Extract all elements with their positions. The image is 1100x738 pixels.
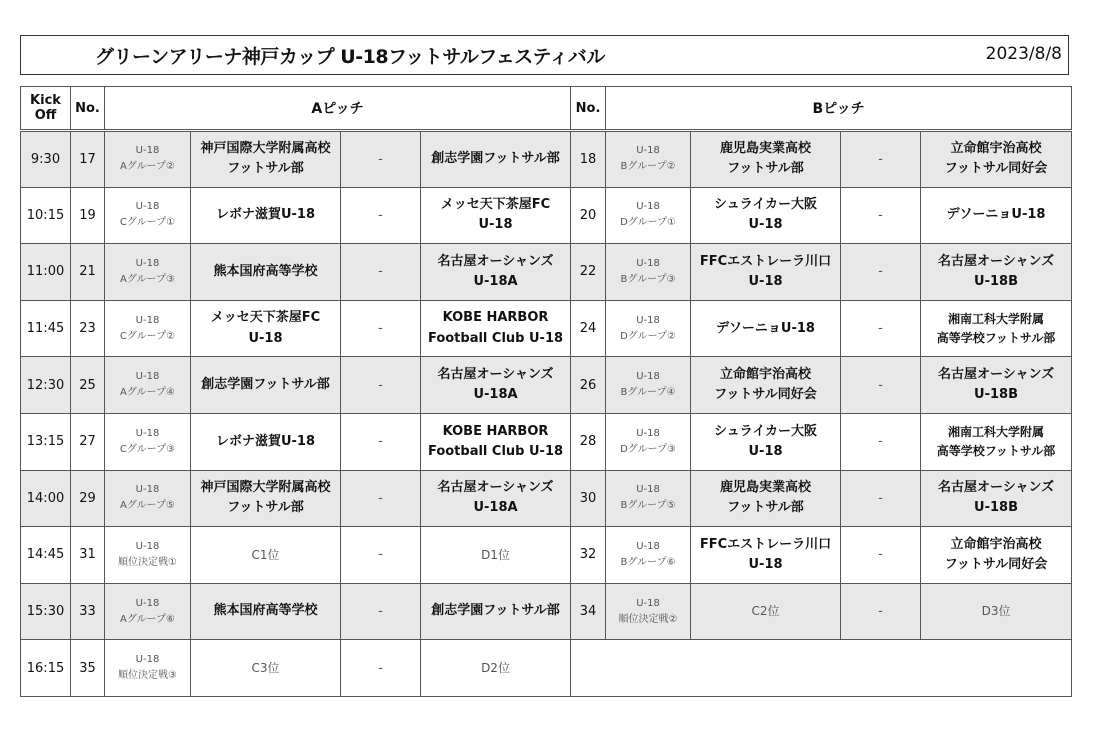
home-team-b: 立命館宇治高校 フットサル同好会: [691, 357, 841, 414]
home-team-a-placeholder: C3位: [191, 640, 341, 697]
home-team-a: 創志学園フットサル部: [191, 357, 341, 414]
home-team-a-placeholder: C1位: [191, 527, 341, 584]
away-team-b: 名古屋オーシャンズ U-18B: [921, 244, 1072, 301]
match-group-b: U-18 Dグループ①: [606, 187, 691, 244]
match-group-b: U-18 順位決定戦②: [606, 583, 691, 640]
vs-mark-a: -: [341, 640, 421, 697]
vs-mark-b: -: [841, 527, 921, 584]
vs-mark-a: -: [341, 244, 421, 301]
away-team-b: 湘南工科大学附属 高等学校フットサル部: [921, 413, 1072, 470]
kickoff-time: 14:45: [21, 527, 71, 584]
match-group-a: U-18 順位決定戦①: [105, 527, 191, 584]
kickoff-time: 11:45: [21, 300, 71, 357]
table-row: [21, 187, 1072, 244]
vs-mark-b: -: [841, 413, 921, 470]
vs-mark-b: -: [841, 357, 921, 414]
match-group-b: U-18 Bグループ②: [606, 131, 691, 188]
match-group-b: U-18 Bグループ④: [606, 357, 691, 414]
kickoff-time: 15:30: [21, 583, 71, 640]
match-number-a: 29: [71, 470, 105, 527]
table-row: [21, 244, 1072, 301]
kickoff-time: 9:30: [21, 131, 71, 188]
header-row: [21, 87, 1072, 131]
vs-mark-b: -: [841, 187, 921, 244]
home-team-a: 神戸国際大学附属高校 フットサル部: [191, 131, 341, 188]
away-team-a: KOBE HARBOR Football Club U-18: [421, 413, 571, 470]
home-team-b: シュライカー大阪 U-18: [691, 187, 841, 244]
away-team-a: KOBE HARBOR Football Club U-18: [421, 300, 571, 357]
match-group-a: U-18 Aグループ④: [105, 357, 191, 414]
match-number-b: 30: [571, 470, 606, 527]
match-number-a: 23: [71, 300, 105, 357]
page-title: グリーンアリーナ神戸カップ U-18フットサルフェスティバル: [95, 46, 605, 68]
vs-mark-a: -: [341, 300, 421, 357]
away-team-a: 創志学園フットサル部: [421, 131, 571, 188]
vs-mark-b: -: [841, 470, 921, 527]
match-group-a: U-18 Cグループ②: [105, 300, 191, 357]
home-team-a: 熊本国府高等学校: [191, 583, 341, 640]
schedule-table: [20, 86, 1072, 697]
home-team-a: 神戸国際大学附属高校 フットサル部: [191, 470, 341, 527]
match-group-b: U-18 Dグループ②: [606, 300, 691, 357]
match-number-a: 33: [71, 583, 105, 640]
kickoff-time: 12:30: [21, 357, 71, 414]
table-row: [21, 357, 1072, 414]
title-box: [20, 35, 1069, 75]
vs-mark-a: -: [341, 470, 421, 527]
match-group-a: U-18 Cグループ①: [105, 187, 191, 244]
empty-pitch-b: [571, 640, 1072, 697]
table-row: [21, 413, 1072, 470]
match-group-b: U-18 Bグループ⑤: [606, 470, 691, 527]
home-team-b: 鹿児島実業高校 フットサル部: [691, 470, 841, 527]
home-team-a: レボナ滋賀U-18: [191, 187, 341, 244]
home-team-b: FFCエストレーラ川口 U-18: [691, 244, 841, 301]
away-team-b: 立命館宇治高校 フットサル同好会: [921, 131, 1072, 188]
home-team-b: デソーニョU-18: [691, 300, 841, 357]
match-group-a: U-18 Aグループ②: [105, 131, 191, 188]
away-team-b: 名古屋オーシャンズ U-18B: [921, 470, 1072, 527]
home-team-a: メッセ天下茶屋FC U-18: [191, 300, 341, 357]
match-group-a: U-18 Aグループ⑥: [105, 583, 191, 640]
match-number-b: 26: [571, 357, 606, 414]
away-team-b-placeholder: D3位: [921, 583, 1072, 640]
match-number-b: 22: [571, 244, 606, 301]
match-number-a: 19: [71, 187, 105, 244]
kickoff-time: 13:15: [21, 413, 71, 470]
match-number-a: 25: [71, 357, 105, 414]
match-number-b: 32: [571, 527, 606, 584]
away-team-b: デソーニョU-18: [921, 187, 1072, 244]
away-team-a: メッセ天下茶屋FC U-18: [421, 187, 571, 244]
b-no-header: No.: [571, 87, 606, 131]
vs-mark-a: -: [341, 131, 421, 188]
schedule-body: [21, 131, 1072, 697]
away-team-b: 湘南工科大学附属 高等学校フットサル部: [921, 300, 1072, 357]
event-date: 2023/8/8: [985, 44, 1062, 64]
away-team-a: 創志学園フットサル部: [421, 583, 571, 640]
match-group-b: U-18 Dグループ③: [606, 413, 691, 470]
match-group-b: U-18 Bグループ③: [606, 244, 691, 301]
vs-mark-b: -: [841, 300, 921, 357]
a-no-header: No.: [71, 87, 105, 131]
home-team-b: 鹿児島実業高校 フットサル部: [691, 131, 841, 188]
vs-mark-b: -: [841, 244, 921, 301]
vs-mark-a: -: [341, 187, 421, 244]
vs-mark-a: -: [341, 583, 421, 640]
away-team-b: 立命館宇治高校 フットサル同好会: [921, 527, 1072, 584]
away-team-b: 名古屋オーシャンズ U-18B: [921, 357, 1072, 414]
away-team-a: 名古屋オーシャンズ U-18A: [421, 244, 571, 301]
home-team-b: FFCエストレーラ川口 U-18: [691, 527, 841, 584]
match-number-a: 31: [71, 527, 105, 584]
match-number-b: 28: [571, 413, 606, 470]
away-team-a: 名古屋オーシャンズ U-18A: [421, 470, 571, 527]
home-team-b: シュライカー大阪 U-18: [691, 413, 841, 470]
match-number-a: 35: [71, 640, 105, 697]
pitch-b-header: Bピッチ: [606, 87, 1072, 131]
table-row: [21, 583, 1072, 640]
match-number-b: 24: [571, 300, 606, 357]
home-team-b-placeholder: C2位: [691, 583, 841, 640]
table-row: [21, 470, 1072, 527]
away-team-a: 名古屋オーシャンズ U-18A: [421, 357, 571, 414]
kickoff-header: Kick Off: [21, 87, 71, 131]
away-team-a-placeholder: D1位: [421, 527, 571, 584]
kickoff-time: 10:15: [21, 187, 71, 244]
match-group-b: U-18 Bグループ⑥: [606, 527, 691, 584]
match-number-b: 18: [571, 131, 606, 188]
vs-mark-b: -: [841, 583, 921, 640]
match-number-a: 17: [71, 131, 105, 188]
match-group-a: U-18 Aグループ⑤: [105, 470, 191, 527]
match-group-a: U-18 順位決定戦③: [105, 640, 191, 697]
vs-mark-a: -: [341, 357, 421, 414]
kickoff-time: 14:00: [21, 470, 71, 527]
away-team-a-placeholder: D2位: [421, 640, 571, 697]
match-group-a: U-18 Cグループ③: [105, 413, 191, 470]
home-team-a: レボナ滋賀U-18: [191, 413, 341, 470]
vs-mark-a: -: [341, 527, 421, 584]
vs-mark-a: -: [341, 413, 421, 470]
match-number-b: 20: [571, 187, 606, 244]
table-row: [21, 640, 1072, 697]
table-row: [21, 527, 1072, 584]
table-row: [21, 131, 1072, 188]
match-group-a: U-18 Aグループ③: [105, 244, 191, 301]
match-number-a: 27: [71, 413, 105, 470]
vs-mark-b: -: [841, 131, 921, 188]
kickoff-time: 16:15: [21, 640, 71, 697]
home-team-a: 熊本国府高等学校: [191, 244, 341, 301]
match-number-a: 21: [71, 244, 105, 301]
pitch-a-header: Aピッチ: [105, 87, 571, 131]
match-number-b: 34: [571, 583, 606, 640]
kickoff-time: 11:00: [21, 244, 71, 301]
table-row: [21, 300, 1072, 357]
